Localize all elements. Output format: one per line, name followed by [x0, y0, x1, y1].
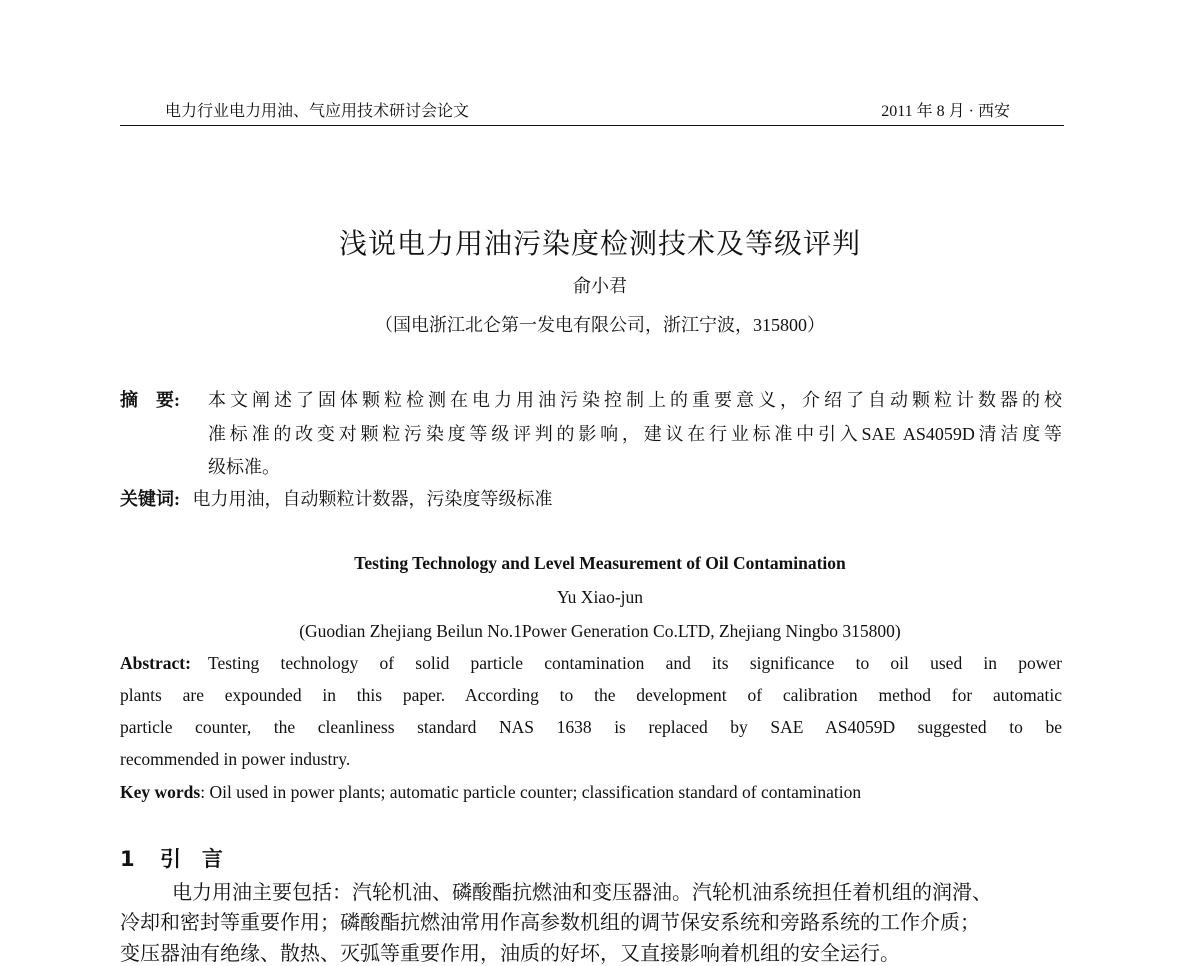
abstract-en-text: recommended in power industry. — [120, 749, 351, 769]
body-text-line: 电力用油主要包括：汽轮机油、磷酸酯抗燃油和变压器油。汽轮机油系统担任着机组的润滑、 — [172, 880, 992, 904]
paper-title-en: Testing Technology and Level Measurement of Oil Contamination — [354, 553, 846, 573]
affiliation-en: (Guodian Zhejiang Beilun No.1Power Generation Co.LTD, Zhejiang Ningbo 315800) — [299, 621, 901, 641]
body-text-line: 冷却和密封等重要作用；磷酸酯抗燃油常用作高参数机组的调节保安系统和旁路系统的工作介质； — [120, 910, 980, 934]
abstract-cn-label: 摘 要: — [120, 390, 180, 410]
body-text-line: 变压器油有绝缘、散热、灭弧等重要作用，油质的好坏，又直接影响着机组的安全运行。 — [120, 941, 900, 965]
section-title: 引 言 — [159, 847, 223, 871]
affiliation-cn: （国电浙江北仑第一发电有限公司，浙江宁波，315800） — [375, 315, 825, 335]
running-header-left: 电力行业电力用油、气应用技术研讨会论文 — [165, 103, 470, 120]
author-cn: 俞小君 — [573, 276, 627, 296]
keywords-cn-text: 电力用油，自动颗粒计数器，污染度等级标准 — [192, 489, 553, 509]
abstract-en-label: Abstract: — [120, 653, 191, 673]
abstract-en-text: Testing technology of solid particle contamination and its significance to oil used in power — [208, 653, 1062, 673]
abstract-cn-text: 准标准的改变对颗粒污染度等级评判的影响，建议在行业标准中引入SAE AS4059D清洁度等 — [208, 424, 1062, 444]
abstract-en-text: plants are expounded in this paper. According to the development of calibration method for automatic — [120, 685, 1062, 705]
keywords-en-text: : Oil used in power plants; automatic particle counter; classification standard of contamination — [200, 782, 862, 802]
running-header-right: 2011 年 8 月 · 西安 — [881, 103, 1010, 120]
section-number: 1 — [120, 847, 135, 871]
abstract-cn-text: 级标准。 — [208, 457, 280, 477]
paper-title-cn: 浅说电力用油污染度检测技术及等级评判 — [338, 227, 861, 260]
abstract-cn-text: 本文阐述了固体颗粒检测在电力用油污染控制上的重要意义，介绍了自动颗粒计数器的校 — [208, 390, 1062, 410]
header-rule — [120, 125, 1064, 126]
keywords-cn-label: 关键词: — [120, 489, 180, 509]
author-en: Yu Xiao-jun — [556, 587, 644, 607]
abstract-en-text: particle counter, the cleanliness standard NAS 1638 is replaced by SAE AS4059D suggested to be — [120, 717, 1062, 737]
keywords-en-label: Key words — [120, 782, 201, 802]
